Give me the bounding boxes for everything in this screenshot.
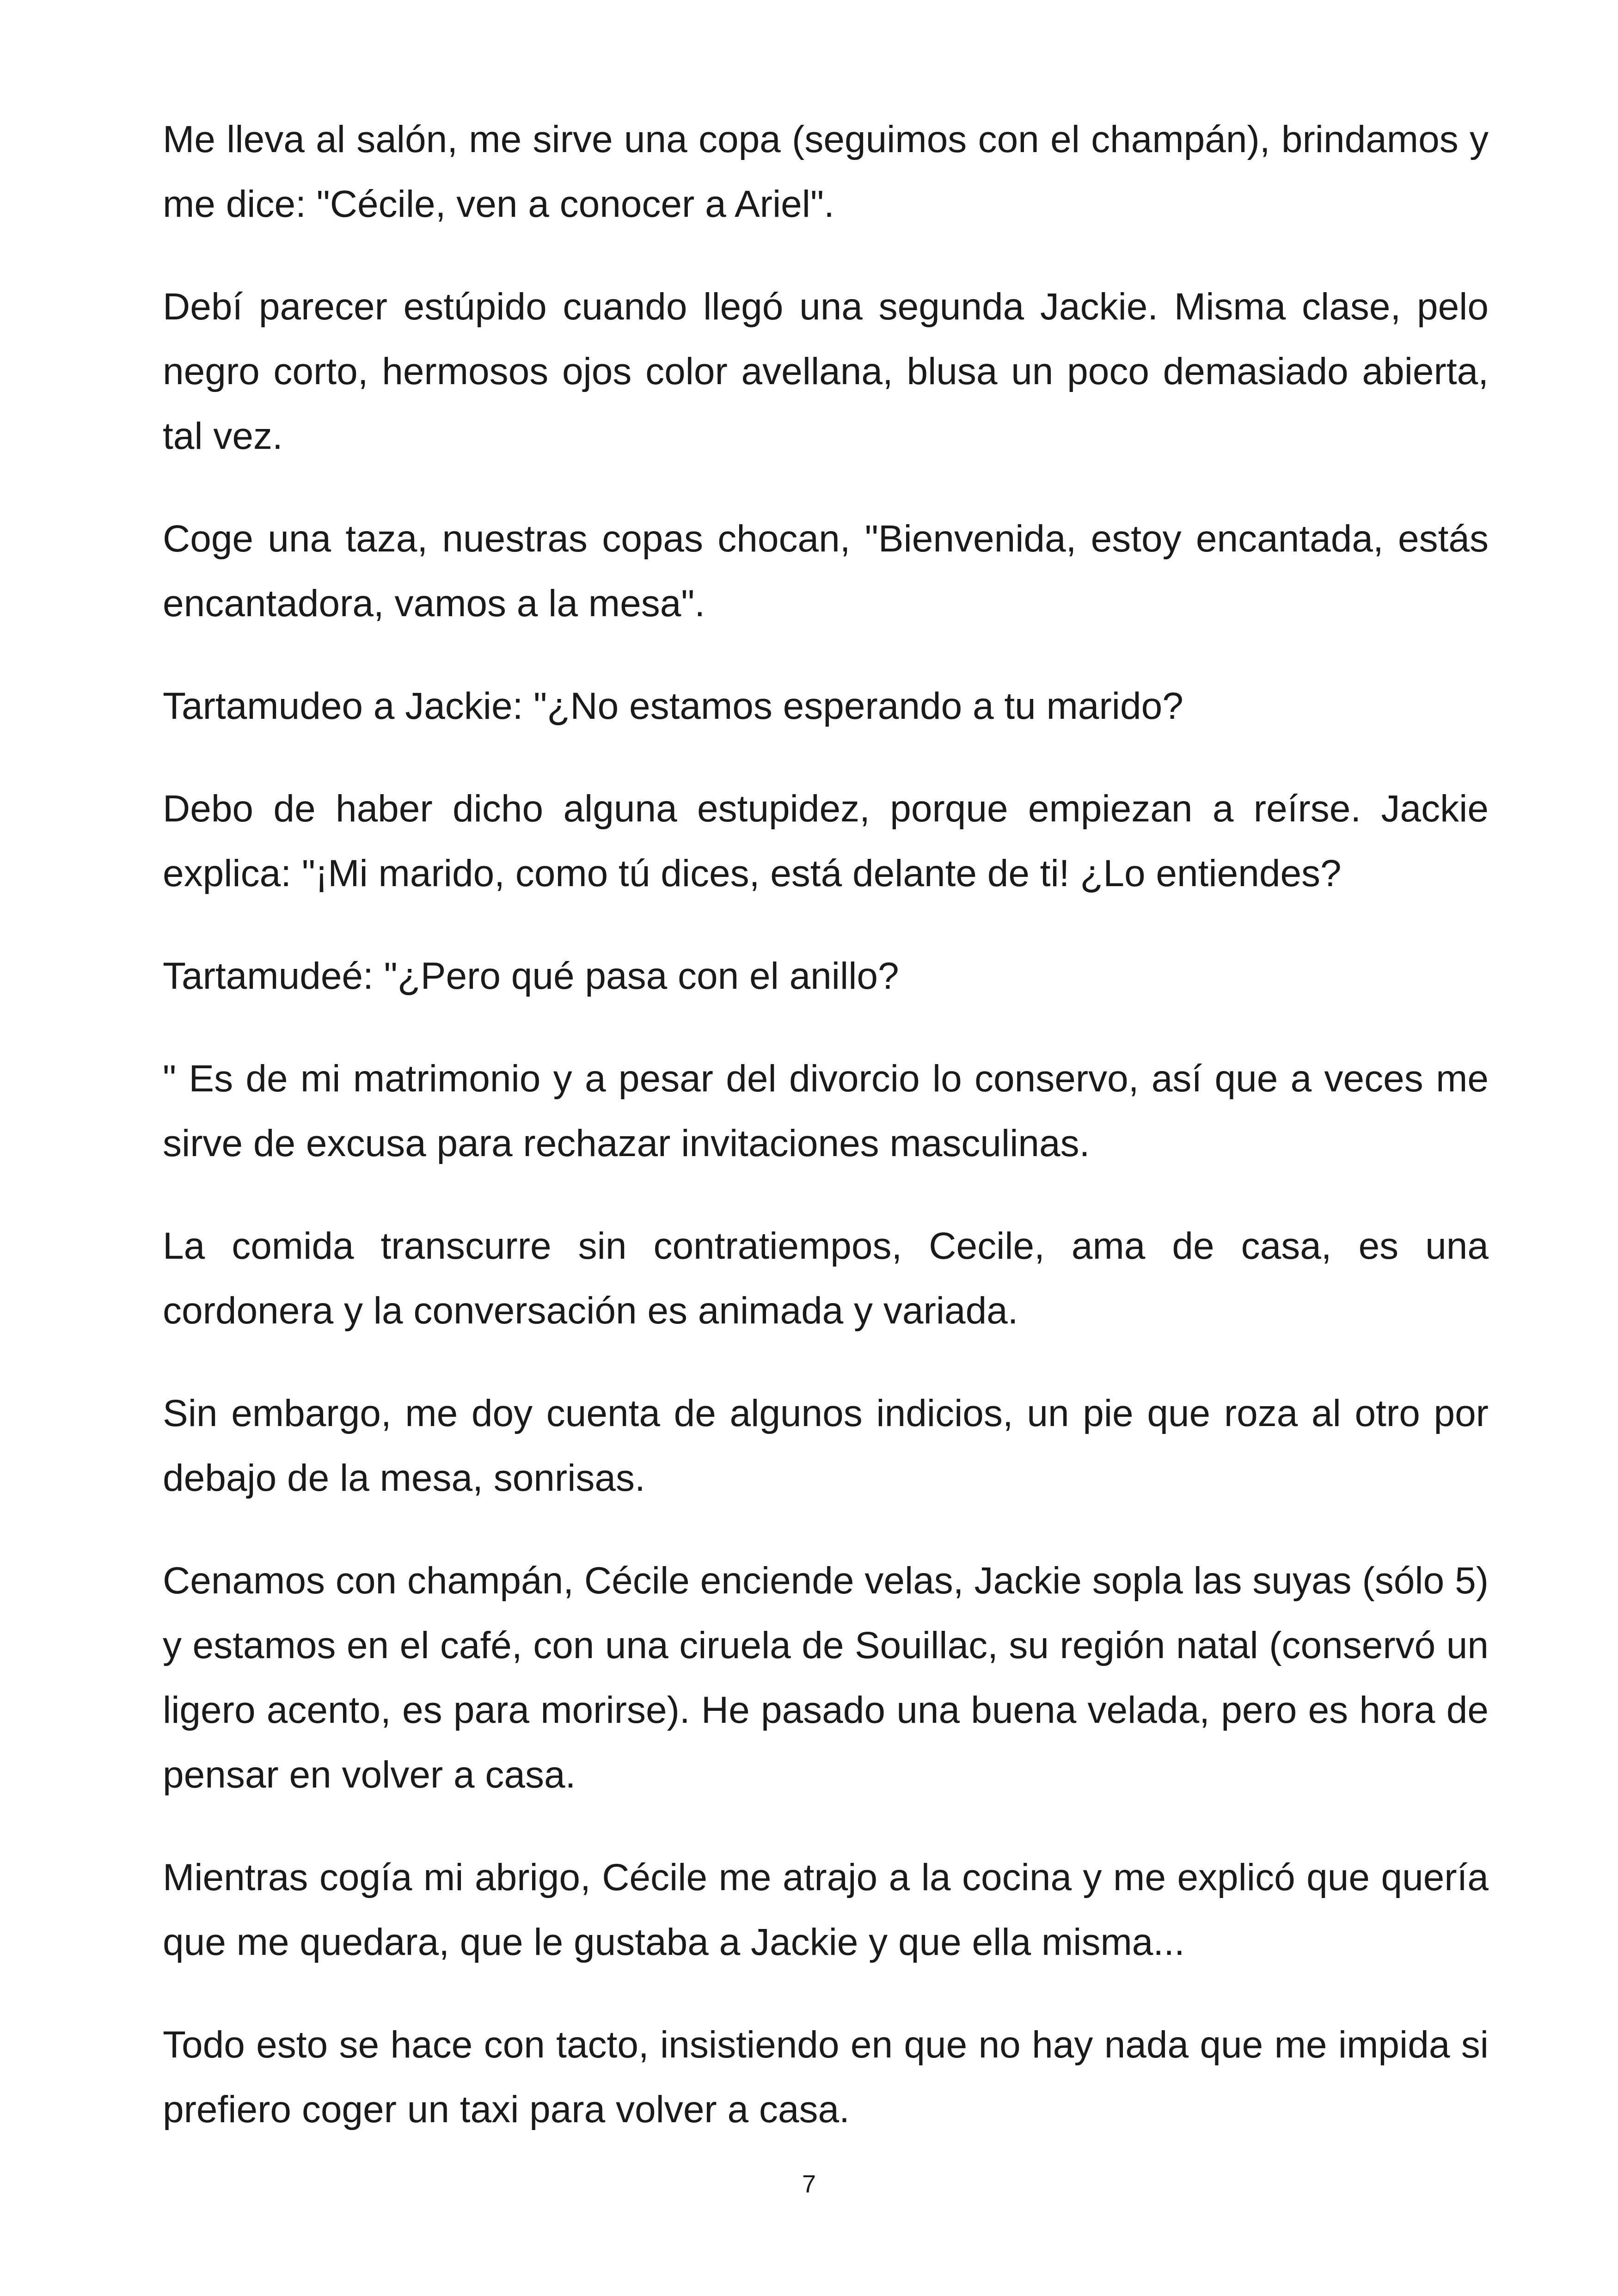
body-text xyxy=(163,107,1489,2180)
paragraph: La comida transcurre sin contratiempos, Cecile, ama de casa, es una cordonera y la conversación es animada y variada. xyxy=(163,1225,1489,1332)
paragraph: Mientras cogía mi abrigo, Cécile me atrajo a la cocina y me explicó que quería que me quedara, que le gustaba a Jackie y que ella misma... xyxy=(163,1856,1489,1963)
page-number: 7 xyxy=(802,2170,816,2198)
paragraph: Debo de haber dicho alguna estupidez, porque empiezan a reírse. Jackie explica: "¡Mi marido, como tú dices, está delante de ti! ¿Lo entiendes? xyxy=(163,788,1489,894)
paragraph: Todo esto se hace con tacto, insistiendo en que no hay nada que me impida si prefiero coger un taxi para volver a casa. xyxy=(163,2024,1489,2131)
paragraph: Coge una taza, nuestras copas chocan, "Bienvenida, estoy encantada, estás encantadora, vamos a la mesa". xyxy=(163,518,1489,625)
paragraph: Sin embargo, me doy cuenta de algunos indicios, un pie que roza al otro por debajo de la mesa, sonrisas. xyxy=(163,1392,1489,1499)
paragraph: Cenamos con champán, Cécile enciende velas, Jackie sopla las suyas (sólo 5) y estamos en el café, con una ciruela de Souillac, su región natal (conservó un ligero acento, es para morirse). He pasado una buena velada, pero es hora de pensar en volver a casa. xyxy=(163,1560,1489,1796)
paragraph: " Es de mi matrimonio y a pesar del divorcio lo conservo, así que a veces me sirve de excusa para rechazar invitaciones masculinas. xyxy=(163,1058,1489,1164)
paragraph: Debí parecer estúpido cuando llegó una segunda Jackie. Misma clase, pelo negro corto, hermosos ojos color avellana, blusa un poco demasiado abierta, tal vez. xyxy=(163,286,1489,457)
paragraph: Tartamudeé: "¿Pero qué pasa con el anillo? xyxy=(163,955,899,997)
paragraph: Tartamudeo a Jackie: "¿No estamos esperando a tu marido? xyxy=(163,685,1183,727)
paragraph: Me lleva al salón, me sirve una copa (seguimos con el champán), brindamos y me dice: "Cécile, ven a conocer a Ariel". xyxy=(163,118,1489,225)
